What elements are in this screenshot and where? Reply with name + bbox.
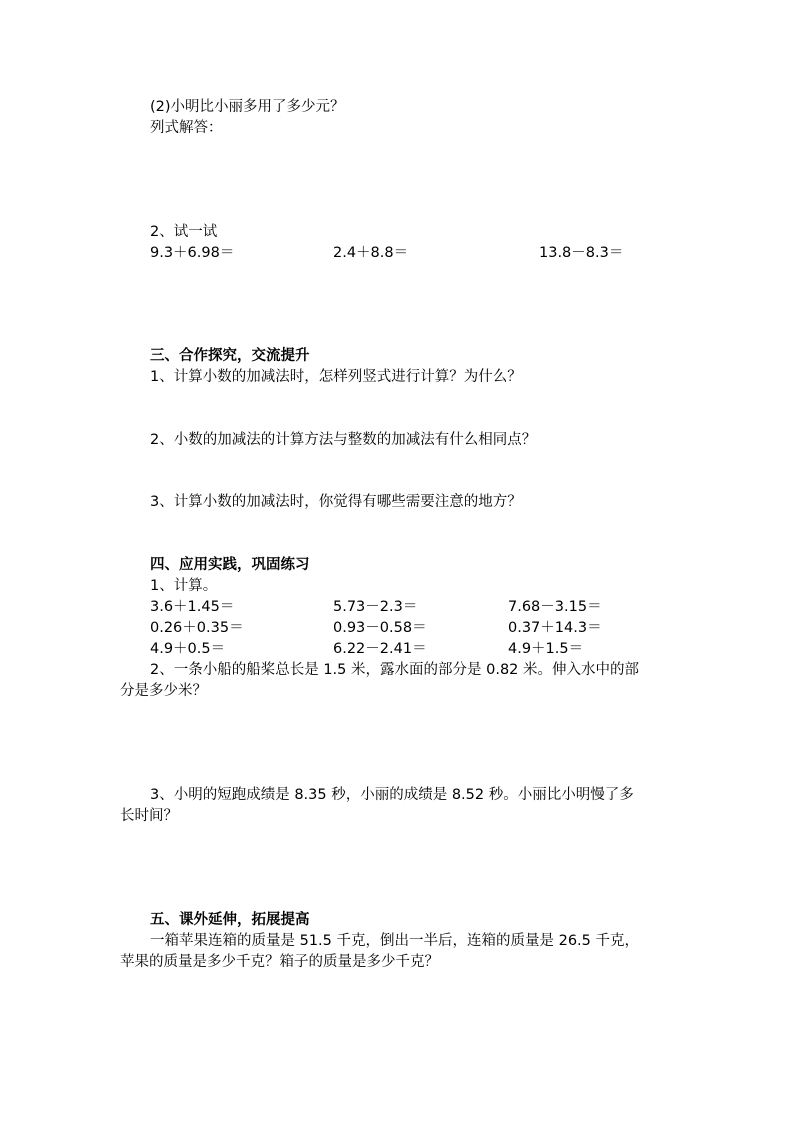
word-problem-3: 3、小明的短跑成绩是 8.35 秒，小丽的成绩是 8.52 秒。小丽比小明慢了多	[150, 787, 634, 803]
calc-expression: 0.37＋14.3＝	[508, 620, 602, 636]
word-problem-2-cont: 分是多少米？	[120, 683, 207, 699]
part2-question-2: (2)小明比小丽多用了多少元？	[150, 99, 345, 115]
calc-expression: 7.68－3.15＝	[508, 599, 602, 615]
try-it-expression: 2.4＋8.8＝	[333, 245, 409, 261]
calc-expression: 6.22－2.41＝	[333, 641, 427, 657]
answer-prompt: 列式解答：	[150, 120, 223, 136]
calc-expression: 5.73－2.3＝	[333, 599, 418, 615]
calc-expression: 0.93－0.58＝	[333, 620, 427, 636]
calc-expression: 0.26＋0.35＝	[150, 620, 244, 636]
section-4-heading: 四、应用实践，巩固练习	[150, 557, 310, 573]
try-it-title: 2、试一试	[150, 224, 218, 240]
calc-expression: 4.9＋0.5＝	[150, 641, 226, 657]
section-3-heading: 三、合作探究，交流提升	[150, 348, 310, 364]
extension-problem-cont: 苹果的质量是多少千克？箱子的质量是多少千克？	[120, 954, 439, 970]
extension-problem: 一箱苹果连箱的质量是 51.5 千克，倒出一半后，连箱的质量是 26.5 千克，	[150, 933, 640, 949]
word-problem-2: 2、一条小船的船桨总长是 1.5 米，露水面的部分是 0.82 米。伸入水中的部	[150, 662, 640, 678]
section-3-question: 2、小数的加减法的计算方法与整数的加减法有什么相同点？	[150, 432, 537, 448]
try-it-expression: 9.3＋6.98＝	[150, 245, 235, 261]
section-5-heading: 五、课外延伸，拓展提高	[150, 912, 310, 928]
calc-title: 1、计算。	[150, 578, 218, 594]
section-3-question: 3、计算小数的加减法时，你觉得有哪些需要注意的地方？	[150, 494, 522, 510]
word-problem-3-cont: 长时间？	[120, 808, 178, 824]
try-it-expression: 13.8－8.3＝	[539, 245, 624, 261]
section-3-question: 1、计算小数的加减法时，怎样列竖式进行计算？为什么？	[150, 369, 522, 385]
calc-expression: 4.9＋1.5＝	[508, 641, 584, 657]
calc-expression: 3.6＋1.45＝	[150, 599, 235, 615]
